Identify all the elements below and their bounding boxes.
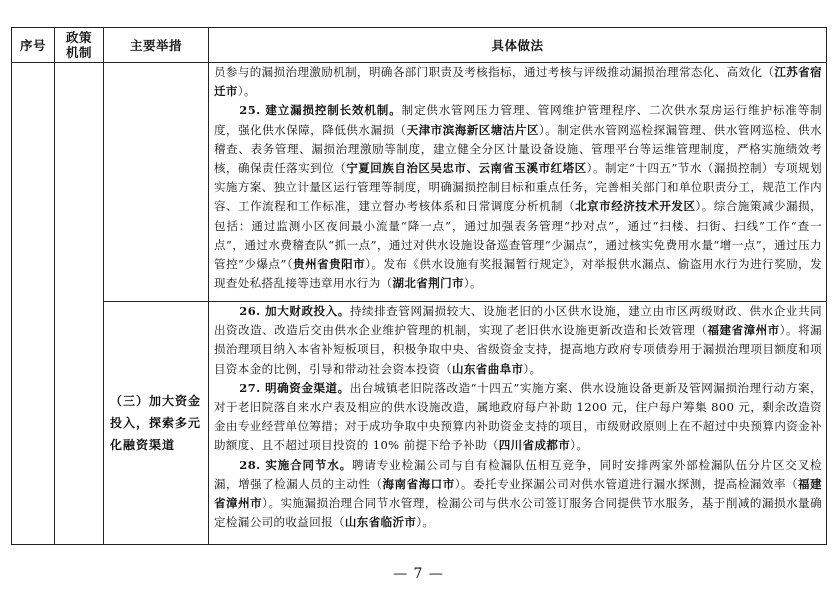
- mechanism-cell: [55, 63, 104, 545]
- location-tag: 天津市滨海新区塘沽片区: [406, 122, 539, 137]
- header-seq: 序号: [12, 28, 55, 63]
- location-tag: 山东省曲阜市: [452, 361, 524, 376]
- item-26: 26. 加大财政投入。持续排查管网漏损较大、设施老旧的小区供水设施，建立由市区两级财政、供水企业共同出资改造、改造后交由供水企业维护管理的机制，实现了老旧供水设施更新改造和长效管理（福建省漳州市）。将漏损治理项目纳入本省补短板项目，积极争取中央、省级资金支持，提高地方政府专项债券用于漏损治理项目额度和项目资本金的比例，引导和带动社会资本投资（山东省曲阜市）。: [214, 304, 822, 376]
- measure-cell: （三）加大资金投入，探索多元化融资渠道: [104, 302, 209, 545]
- header-mechanism: 政策机制: [55, 28, 104, 63]
- page-number: — 7 —: [393, 566, 444, 582]
- seq-cell: [12, 63, 55, 545]
- header-measures: 主要举措: [104, 28, 209, 63]
- header-practice: 具体做法: [209, 28, 827, 63]
- policy-table: [11, 27, 827, 545]
- practice-cell: [209, 63, 827, 302]
- item-25: 25. 建立漏损控制长效机制。制定供水管网压力管理、管网维护管理程序、二次供水泵房运行维护标准等制度，强化供水保障，降低供水漏损（天津市滨海新区塘沽片区）。制定供水管网巡检探漏管理、供水管网巡检、供水稽查、表务管理、漏损治理激励等制度，建立健全分区计量设备设施、管理平台等运维管理制度，严格实施绩效考核，确保责任落实到位（宁夏回族自治区吴忠市、云南省玉溪市红塔区）。制定“十四五”节水（漏损控制）专项规划实施方案、独立计量区运行管理等制度，明确漏损控制目标和重点任务，完善相关部门和单位职责分工，规范工作内容、工作流程和工作标准，建立督办考核体系和日常调度分析机制（北京市经济技术开发区）。综合施策减少漏损，包括：通过监测小区夜间最小流量“降一点”，通过加强表务管理“抄对点”，通过“扫楼、扫街、扫线”工作“查一点”，通过水费稽查队“抓一点”，通过对供水设施设备巡查管理“少漏点”，通过核实免费用水量“增一点”，通过压力管控“少爆点”（贵州省贵阳市）。发布《供水设施有奖报漏暂行规定》，对举报供水漏点、偷盗用水行为进行奖励，发现查处私搭乱接等违章用水行为（湖北省荆门市）。: [214, 103, 823, 291]
- table-row: [12, 63, 827, 302]
- carryover-paragraph: 员参与的漏损治理激励机制，明确各部门职责及考核指标，通过考核与评级推动漏损治理常态化、高效化（江苏省宿迁市）。: [214, 65, 822, 99]
- item-title: 25. 建立漏损控制长效机制。: [239, 103, 402, 118]
- item-title: 26. 加大财政投入。: [239, 304, 350, 318]
- measure-cell-empty: [104, 63, 209, 302]
- location-tag: 北京市经济技术开发区: [575, 199, 696, 214]
- location-tag: 江苏省宿迁市: [214, 65, 822, 99]
- item-28: 28. 实施合同节水。聘请专业检漏公司与自有检漏队伍相互竞争，同时安排两家外部检漏队伍分片区交叉检漏，增强了检漏人员的主动性（海南省海口市）。委托专业探漏公司对供水管道进行漏水探测，提高检漏效率（福建省漳州市）。实施漏损治理合同节水管理，检漏公司与供水公司签订服务合同提供节水服务，基于削减的漏损水量确定检漏公司的收益回报（山东省临沂市）。: [214, 457, 822, 530]
- table-header-row: [12, 28, 827, 63]
- location-tag: 海南省海口市: [382, 476, 455, 491]
- location-tag: 福建省漳州市: [214, 476, 822, 511]
- location-tag: 湖北省荆门市: [392, 276, 464, 291]
- location-tag: 贵州省贵阳市: [293, 257, 366, 272]
- practice-cell: [209, 302, 827, 545]
- item-title: 27. 明确资金渠道。: [239, 380, 350, 395]
- table-row: [12, 302, 827, 545]
- location-tag: 四川省成都市: [498, 438, 571, 453]
- location-tag: 福建省漳州市: [707, 323, 780, 338]
- item-title: 28. 实施合同节水。: [239, 457, 353, 472]
- location-tag: 宁夏回族自治区吴忠市、云南省玉溪市红塔区: [346, 161, 587, 176]
- item-27: 27. 明确资金渠道。出台城镇老旧院落改造“十四五”实施方案、供水设施设备更新及管网漏损治理行动方案，对于老旧院落自来水户表及相应的供水设施改造，属地政府每户补助 1200 元，住户每户筹集 800 元，剩余改造资金由专业经营单位筹措；对于成功争取中央预算内补助资金支持的项目，市级财政原则上在不超过中央预算内资金补助额度、且不超过项目投资的 10% 前提下给予补助（四川省成都市）。: [214, 380, 822, 453]
- location-tag: 山东省临沂市: [344, 515, 417, 530]
